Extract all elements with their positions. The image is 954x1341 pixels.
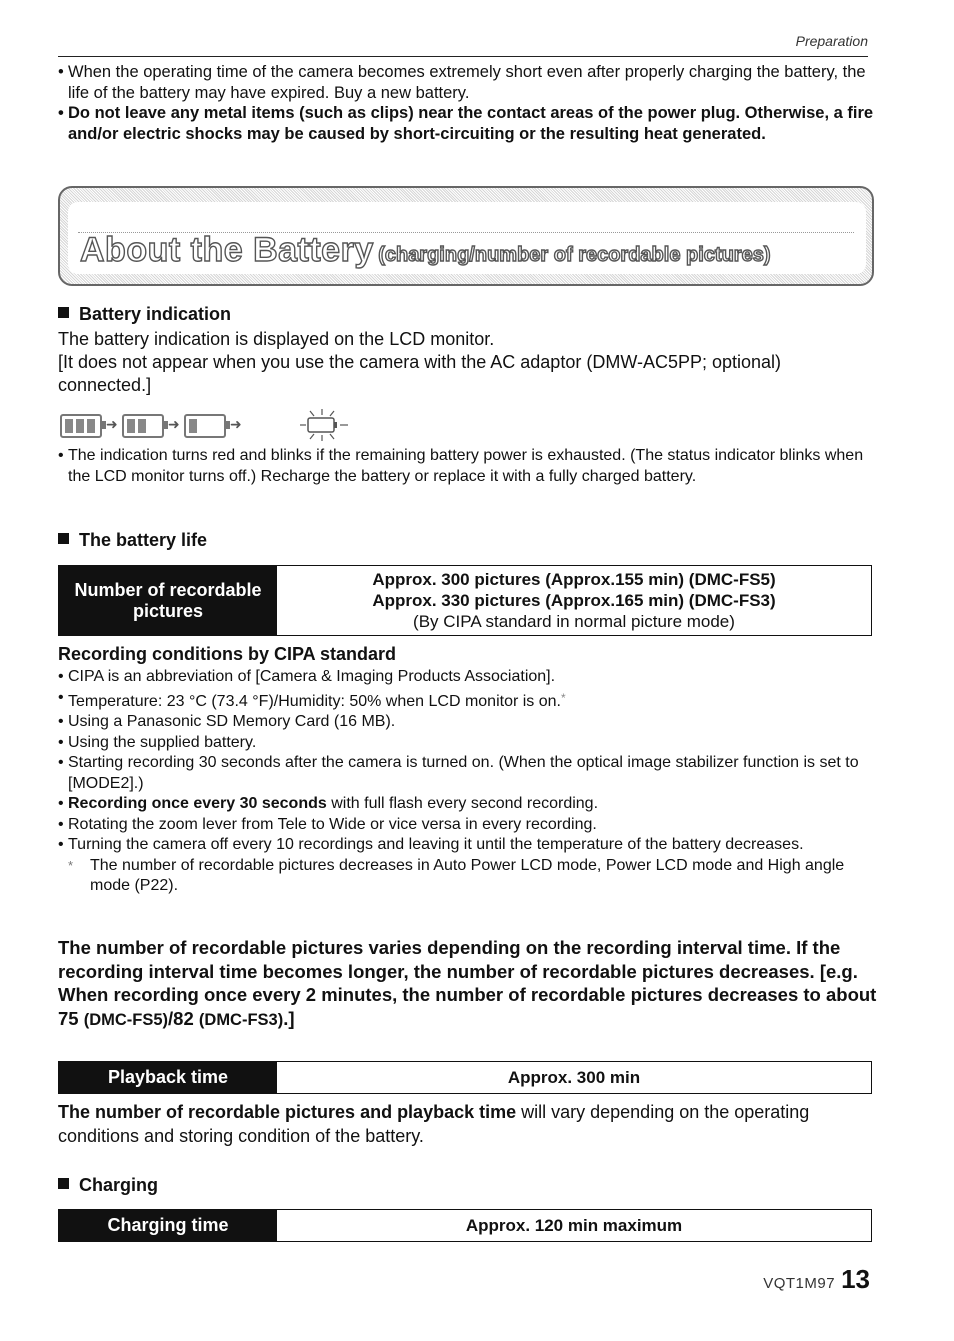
- intro-notes: [58, 62, 878, 144]
- condition-item: • Using the supplied battery.: [58, 733, 870, 754]
- star-mark: *: [561, 690, 566, 705]
- recording-conditions-list: [58, 667, 870, 897]
- battery-life-table: [58, 565, 872, 636]
- condition-item: • CIPA is an abbreviation of [Camera & Imaging Products Association].: [58, 667, 870, 688]
- arrow-right-icon: ➜: [230, 416, 242, 432]
- intro-bullet-metal-warning: • Do not leave any metal items (such as clips) near the contact areas of the power plug. Otherwise, a fire and/or electric shocks may be caused by short-circuiting or the resulting heat generated.: [58, 103, 878, 144]
- playback-time-label: Playback time: [59, 1062, 277, 1093]
- recordable-pictures-values: [277, 566, 871, 635]
- battery-one-third-icon: [184, 414, 226, 438]
- battery-indication-heading: Battery indication: [58, 304, 231, 325]
- fs5-pictures: Approx. 300 pictures (Approx.155 min) (DMC-FS5): [372, 570, 776, 589]
- document-code: VQT1M97: [763, 1275, 836, 1292]
- recording-conditions-heading: Recording conditions by CIPA standard: [58, 644, 397, 664]
- playback-time-value: Approx. 300 min: [507, 1068, 641, 1087]
- intro-bullet-expired: • When the operating time of the camera becomes extremely short even after properly charging the battery, the life of the battery may have expired. Buy a new battery.: [58, 62, 878, 103]
- banner-title: [80, 231, 770, 270]
- battery-indication-line2: [It does not appear when you use the camera with the AC adaptor (DMW-AC5PP; optional) connected.]: [58, 352, 782, 395]
- page-footer: [763, 1264, 870, 1295]
- battery-indication-note: • The indication turns red and blinks if the remaining battery power is exhausted. (The status indicator blinks when the LCD monitor turns off.) Recharge the battery or replace it with a fully charged battery.: [58, 446, 880, 487]
- condition-item: • Turning the camera off every 10 recordings and leaving it until the temperature of the battery decreases.: [58, 835, 870, 856]
- battery-empty-blinking-icon: [292, 408, 352, 442]
- charging-time-label: Charging time: [59, 1210, 277, 1241]
- playback-note: The number of recordable pictures and playback time will vary depending on the operating conditions and storing condition of the battery.: [58, 1102, 810, 1146]
- battery-life-heading: The battery life: [58, 530, 207, 551]
- star-note: * The number of recordable pictures decreases in Auto Power LCD mode, Power LCD mode and High angle mode (P22).: [68, 856, 845, 894]
- fs3-pictures: Approx. 330 pictures (Approx.165 min) (DMC-FS3): [372, 591, 776, 610]
- battery-two-thirds-icon: [122, 414, 164, 438]
- battery-indication-line1: The battery indication is displayed on the LCD monitor.: [58, 329, 495, 349]
- arrow-right-icon: ➜: [168, 416, 180, 432]
- banner-title-main: About the Battery: [80, 231, 374, 269]
- condition-item: • Using a Panasonic SD Memory Card (16 MB).: [58, 712, 870, 733]
- battery-full-icon: [60, 414, 102, 438]
- battery-level-sequence: [60, 408, 320, 442]
- banner-title-sub: (charging/number of recordable pictures): [378, 244, 771, 266]
- arrow-right-icon: ➜: [106, 416, 118, 432]
- playback-table: [58, 1061, 872, 1094]
- interval-note: The number of recordable pictures varies depending on the recording interval time. If the recording interval time becomes longer, the number of recordable pictures decreases. [e.g. When recording once every 2 minutes, the number of recordable pictures decreases to about 75 (DMC-FS5)/82 (DMC-FS3).]: [58, 937, 877, 1029]
- top-rule: [58, 56, 868, 57]
- condition-item: • Temperature: 23 °C (73.4 °F)/Humidity: 50% when LCD monitor is on.*: [58, 688, 870, 713]
- banner-inner: [68, 202, 866, 274]
- condition-item: • Starting recording 30 seconds after the camera is turned on. (When the optical image stabilizer function is set to [MODE2].): [58, 753, 870, 794]
- recordable-pictures-label: Number of recordable pictures: [59, 566, 277, 635]
- charging-table: [58, 1209, 872, 1242]
- cipa-standard-note: (By CIPA standard in normal picture mode): [413, 612, 735, 631]
- section-label: Preparation: [795, 33, 868, 49]
- charging-time-value: Approx. 120 min maximum: [465, 1216, 683, 1235]
- star-mark: *: [68, 857, 74, 873]
- section-banner: [58, 186, 874, 286]
- charging-heading: Charging: [58, 1175, 158, 1196]
- condition-item: • Rotating the zoom lever from Tele to Wide or vice versa in every recording.: [58, 815, 870, 836]
- page-number: 13: [841, 1264, 870, 1294]
- condition-item: • Recording once every 30 seconds with full flash every second recording.: [58, 794, 870, 815]
- battery-indication-text: [58, 328, 878, 397]
